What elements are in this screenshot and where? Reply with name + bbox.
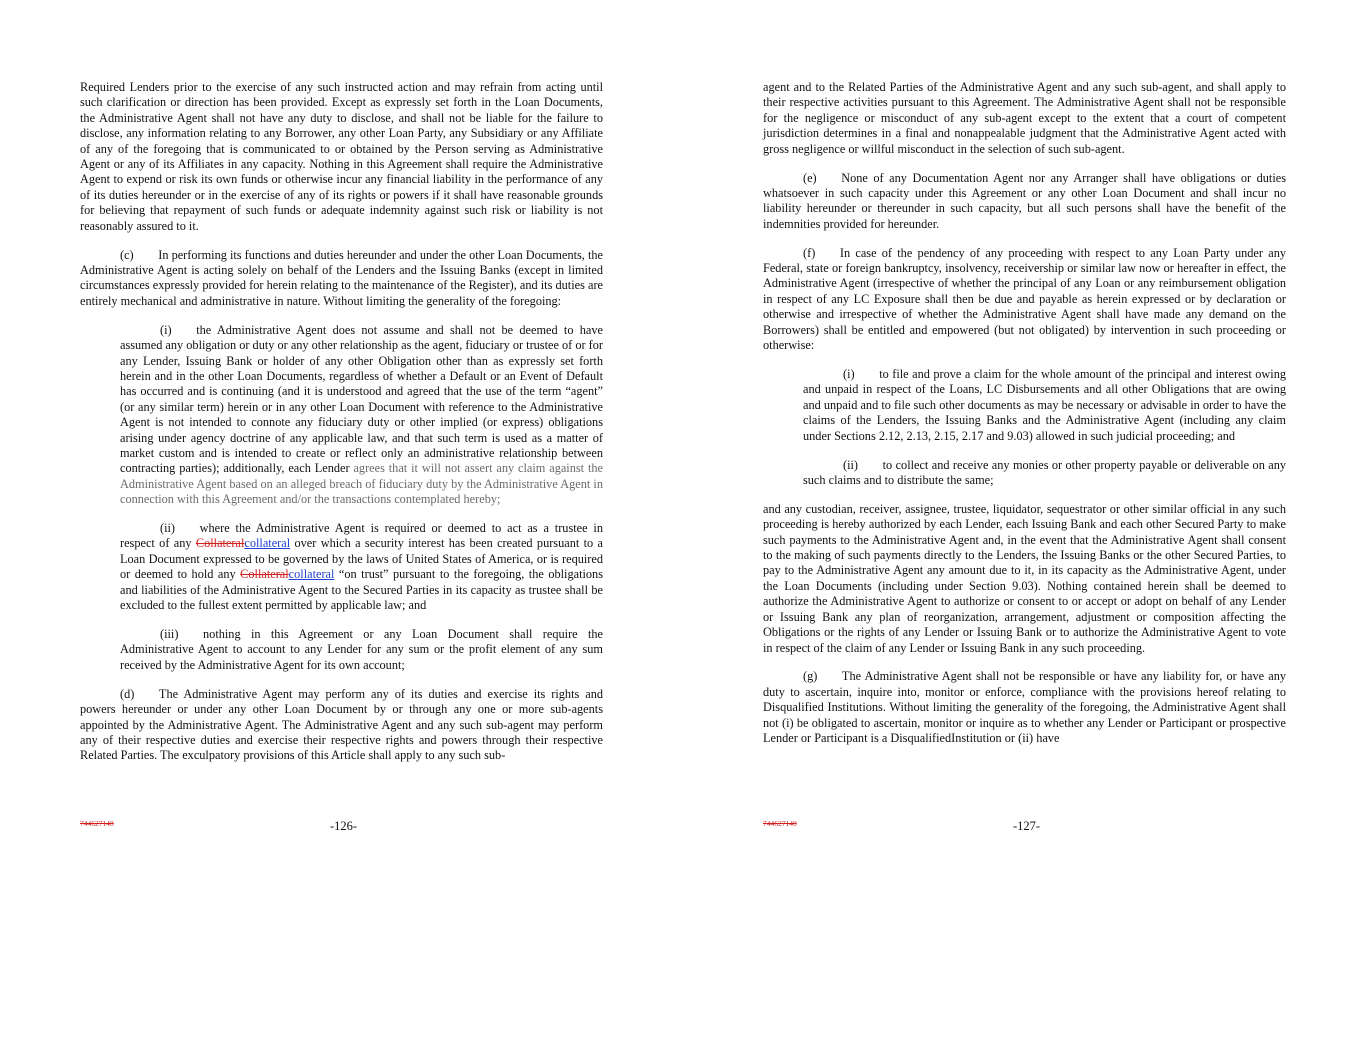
- para-c-ii-text-c: “on trust” pursuant to the foregoing, the obligations and liabilities of the Administrative Agent to the Secured Parties in its capacity as trustee shall be excluded to the fullest extent permitted by applicable law; and: [120, 567, 603, 613]
- deleted-word: Collateral: [195, 536, 245, 551]
- para-c-ii-text-b: over which a security interest has been created pursuant to a Loan Document expressed to be governed by the laws of United States of America, or is required or deemed to hold any: [120, 536, 603, 582]
- para-f-tail: and any custodian, receiver, assignee, trustee, liquidator, sequestrator or other similar official in any such proceeding is hereby authorized by each Lender, each Issuing Bank and each other Secured Party to make such payments to the Administrative Agent and, in the event that the Administrative Agent shall consent to the making of such payments directly to the Lenders, the Issuing Banks or the other Secured Parties, to pay to the Administrative Agent any amount due to it, in its capacity as the Administrative Agent, under the Loan Documents (including under Section 9.03). Nothing contained herein shall be deemed to authorize the Administrative Agent to authorize or consent to or accept or adopt on behalf of any Lender or Issuing Bank any plan of reorganization, arrangement, adjustment or composition affecting the Obligations or the rights of any Lender or Issuing Bank or to authorize the Administrative Agent to vote in respect of the claim of any Lender or Issuing Bank in any such proceeding.: [763, 501, 1286, 655]
- para-c-i-text: (i) the Administrative Agent does not assume and shall not be deemed to have assumed any obligation or duty or any other relationship as the agent, fiduciary or trustee of or for any Lender, Issuing Bank or holder of any other Obligation other than as expressly set forth herein and in the other Loan Documents, regardless of whether a Default or an Event of Default has occurred and is continuing (and it is understood and agreed that the use of the term “agent” (or any similar term) herein or in any other Loan Document with reference to the Administrative Agent is not intended to connote any fiduciary duty or other implied (or express) obligations arising under agency doctrine of any applicable law, and that such term is used as a matter of market custom and is intended to create or reflect only an administrative relationship between contracting parties); additionally, each Lender: [120, 322, 603, 476]
- inserted-word: collateral: [288, 567, 335, 582]
- para-c-i-gray-text: agrees that it will not assert any claim against the Administrative Agent based on an alleged breach of fiduciary duty by the Administrative Agent in connection with this Agreement and/or the transactions contemplated hereby;: [120, 461, 603, 507]
- para-g: (g) The Administrative Agent shall not be responsible or have any liability for, or have any duty to ascertain, inquire into, monitor or enforce, compliance with the provisions hereof relating to Disqualified Institutions. Without limiting the generality of the foregoing, the Administrative Agent shall not (i) be obligated to ascertain, monitor or inquire as to whether any Lender or Participant or prospective Lender or Participant is a DisqualifiedInstitution or (ii) have: [763, 669, 1286, 746]
- para-f: (f) In case of the pendency of any proceeding with respect to any Loan Party under any Federal, state or foreign bankruptcy, insolvency, receivership or similar law now or hereafter in effect, the Administrative Agent (irrespective of whether the principal of any Loan or any reimbursement obligation in respect of any LC Exposure shall then be due and payable as herein expressed or by declaration or otherwise and irrespective of whether the Administrative Agent shall have made any demand on the Borrowers) shall be entitled and empowered (but not obligated) by intervention in such proceeding or otherwise:: [763, 245, 1286, 353]
- doc-id-footer: 744627140: [80, 819, 114, 828]
- para-c-ii: [120, 521, 603, 613]
- page-number: -127-: [1013, 819, 1041, 833]
- para-c-i: [120, 323, 603, 508]
- para-c-ii-text-a: (ii) where the Administrative Agent is required or deemed to act as a trustee in respect of any: [120, 521, 603, 551]
- para-f-i: (i) to file and prove a claim for the whole amount of the principal and interest owing and unpaid in respect of the Loans, LC Disbursements and all other Obligations that are owing and unpaid and to file such other documents as may be necessary or advisable in order to have the claims of the Lenders, the Issuing Banks and the Administrative Agent (including any claim under Sections 2.12, 2.13, 2.15, 2.17 and 9.03) allowed in such judicial proceeding; and: [803, 367, 1286, 443]
- para-f-ii: (ii) to collect and receive any monies or other property payable or deliverable on any such claims and to distribute the same;: [803, 457, 1286, 487]
- para-c-iii: (iii) nothing in this Agreement or any Loan Document shall require the Administrative Agent to account to any Lender for any sum or the profit element of any sum received by the Administrative Agent for its own account;: [120, 627, 603, 672]
- doc-id-footer: 744627140: [763, 819, 797, 828]
- page-number: -126-: [330, 819, 358, 833]
- para-c: (c) In performing its functions and duties hereunder and under the other Loan Documents, the Administrative Agent is acting solely on behalf of the Lenders and the Issuing Banks (except in limited circumstances expressly provided for herein relating to the maintenance of the Register), and its duties are entirely mechanical and administrative in nature. Without limiting the generality of the foregoing:: [80, 247, 603, 308]
- page-126: [0, 0, 682, 1055]
- para-continuation: agent and to the Related Parties of the Administrative Agent and any such sub-agent, and shall apply to their respective activities pursuant to this Agreement. The Administrative Agent shall not be responsible for the negligence or misconduct of any sub-agent except to the extent that a court of competent jurisdiction determines in a final and nonappealable judgment that the Administrative Agent acted with gross negligence or willful misconduct in the selection of such sub-agent.: [763, 80, 1286, 156]
- page-126-text: [80, 80, 603, 777]
- inserted-word: collateral: [244, 536, 291, 551]
- para-continuation: Required Lenders prior to the exercise of any such instructed action and may refrain from acting until such clarification or direction has been provided. Except as expressly set forth in the Loan Documents, the Administrative Agent shall not have any duty to disclose, and shall not be liable for the failure to disclose, any information relating to any Borrower, any other Loan Party, any Subsidiary or any Affiliate of any of the foregoing that is communicated to or obtained by the Person serving as Administrative Agent or any of its Affiliates in any capacity. Nothing in this Agreement shall require the Administrative Agent to expend or risk its own funds or otherwise incur any financial liability in the performance of any of its duties hereunder or in the exercise of any of its rights or powers if it shall have reasonable grounds for believing that repayment of such funds or adequate indemnity against such risk or liability is not reasonably assured to it.: [80, 80, 603, 233]
- page-127-text: [763, 80, 1286, 760]
- deleted-word: Collateral: [240, 567, 289, 582]
- para-d: (d) The Administrative Agent may perform any of its duties and exercise its rights and powers hereunder or under any other Loan Document by or through any one or more sub-agents appointed by the Administrative Agent. The Administrative Agent and any such sub-agent may perform any of their respective duties and exercise their respective rights and powers through their respective Related Parties. The exculpatory provisions of this Article shall apply to any such sub-: [80, 686, 603, 763]
- para-e: (e) None of any Documentation Agent nor any Arranger shall have obligations or duties whatsoever in such capacity under this Agreement or any other Loan Document and shall incur no liability hereunder or thereunder in such capacity, but all such persons shall have the benefit of the indemnities provided for hereunder.: [763, 170, 1286, 231]
- page-127: [683, 0, 1365, 1055]
